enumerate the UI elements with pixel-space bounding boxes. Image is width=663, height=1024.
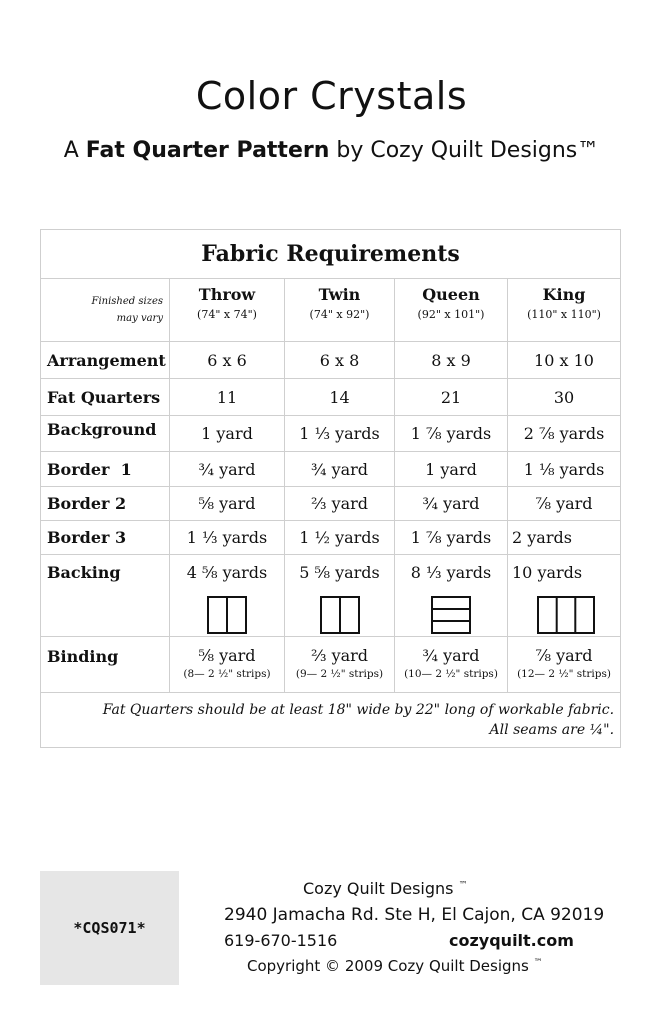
cell: 1 yard (170, 416, 285, 452)
cell: ⅔ yard (285, 487, 395, 521)
cell: ⅔ yard (310, 646, 369, 665)
cell: ⅝ yard (198, 646, 256, 665)
note-line-2: may vary (116, 313, 163, 324)
cell: 1 ⅞ yards (395, 416, 508, 452)
backing-diagram-icon (431, 596, 471, 634)
table-row (41, 521, 621, 555)
note-line-1: Finished sizes (91, 296, 163, 307)
size-note (41, 279, 170, 342)
row-label: Binding (41, 637, 170, 693)
fabric-requirements-table (40, 229, 621, 748)
cell: 2 ⅞ yards (508, 416, 621, 452)
row-label: Fat Quarters (41, 379, 170, 416)
company-name-text: Cozy Quilt Designs (303, 879, 454, 898)
company-phone: 619-670-1516 (224, 931, 338, 950)
table-heading-row (41, 230, 621, 279)
subtitle-suffix: by Cozy Quilt Designs™ (329, 138, 600, 163)
size-name: Twin (318, 285, 361, 304)
backing-cell-throw (170, 555, 285, 637)
table-heading: Fabric Requirements (41, 230, 621, 279)
backing-cell-queen (395, 555, 508, 637)
cell: 1 ⅓ yards (285, 416, 395, 452)
table-row (41, 555, 621, 637)
size-dim: (92" x 101") (417, 308, 485, 321)
cell: 1 yard (395, 452, 508, 487)
size-name: King (542, 285, 586, 304)
subtitle-bold: Fat Quarter Pattern (85, 138, 330, 163)
binding-cell (395, 637, 508, 693)
row-label: Border 1 (41, 452, 170, 487)
backing-cell-king (508, 555, 621, 637)
cell: 6 x 8 (285, 342, 395, 379)
strips-note: (12— 2 ½" strips) (517, 668, 611, 680)
table-row (41, 342, 621, 379)
company-name (303, 879, 468, 898)
row-label: Border 3 (41, 521, 170, 555)
table-row (41, 487, 621, 521)
strips-note: (10— 2 ½" strips) (404, 668, 498, 680)
size-header-row (41, 279, 621, 342)
cell: 1 ⅓ yards (170, 521, 285, 555)
cell: 8 x 9 (395, 342, 508, 379)
cell: ¾ yard (170, 452, 285, 487)
size-name: Throw (198, 285, 256, 304)
binding-cell (285, 637, 395, 693)
strips-note: (8— 2 ½" strips) (183, 668, 271, 680)
size-dim: (74" x 92") (309, 308, 370, 321)
company-website: cozyquilt.com (449, 931, 574, 950)
backing-cell-twin (285, 555, 395, 637)
backing-diagram-icon (537, 596, 595, 634)
cell: ⅞ yard (535, 646, 593, 665)
page-title: Color Crystals (195, 74, 468, 118)
cell: 1 ⅞ yards (395, 521, 508, 555)
row-label: Border 2 (41, 487, 170, 521)
table-footer-row (41, 693, 621, 748)
row-label: Backing (41, 555, 170, 637)
size-throw (170, 279, 285, 342)
size-dim: (74" x 74") (197, 308, 257, 321)
trademark: ™ (458, 880, 468, 891)
table-row (41, 379, 621, 416)
size-name: Queen (422, 285, 480, 304)
cell: 21 (395, 379, 508, 416)
size-queen (395, 279, 508, 342)
cell: 30 (508, 379, 621, 416)
subtitle-prefix: A (63, 138, 86, 163)
cell: 4 ⅝ yards (186, 563, 268, 582)
cell: ¾ yard (422, 646, 480, 665)
page-subtitle (0, 138, 663, 163)
table-row (41, 452, 621, 487)
footer-note-line-1: Fat Quarters should be at least 18" wide by 22" long of workable fabric. (102, 702, 615, 718)
cell: 6 x 6 (170, 342, 285, 379)
table-row (41, 637, 621, 693)
cell: 14 (285, 379, 395, 416)
copyright (247, 957, 543, 975)
row-label: Background (41, 416, 170, 452)
binding-cell (508, 637, 621, 693)
cell: 11 (170, 379, 285, 416)
cell: 5 ⅝ yards (299, 563, 380, 582)
cell: 1 ⅛ yards (508, 452, 621, 487)
size-king (508, 279, 621, 342)
backing-diagram-icon (320, 596, 360, 634)
strips-note: (9— 2 ½" strips) (295, 668, 384, 680)
cell: ¾ yard (395, 487, 508, 521)
cell: 1 ½ yards (285, 521, 395, 555)
cell: ⅞ yard (508, 487, 621, 521)
cell: 10 yards (512, 563, 583, 582)
copyright-text: Copyright © 2009 Cozy Quilt Designs (247, 957, 529, 975)
size-twin (285, 279, 395, 342)
cell: 2 yards (508, 521, 621, 555)
company-address: 2940 Jamacha Rd. Ste H, El Cajon, CA 92019 (224, 905, 605, 925)
table-row (41, 416, 621, 452)
cell: ⅝ yard (170, 487, 285, 521)
table-footer-note (41, 693, 621, 748)
row-label: Arrangement (41, 342, 170, 379)
sku-barcode-label: *CQS071* (40, 871, 179, 985)
binding-cell (170, 637, 285, 693)
footer-note-line-2: All seams are ¼". (489, 722, 615, 738)
trademark: ™ (533, 958, 543, 968)
cell: 8 ⅓ yards (410, 563, 492, 582)
size-dim: (110" x 110") (527, 308, 601, 321)
cell: 10 x 10 (508, 342, 621, 379)
backing-diagram-icon (207, 596, 247, 634)
cell: ¾ yard (285, 452, 395, 487)
